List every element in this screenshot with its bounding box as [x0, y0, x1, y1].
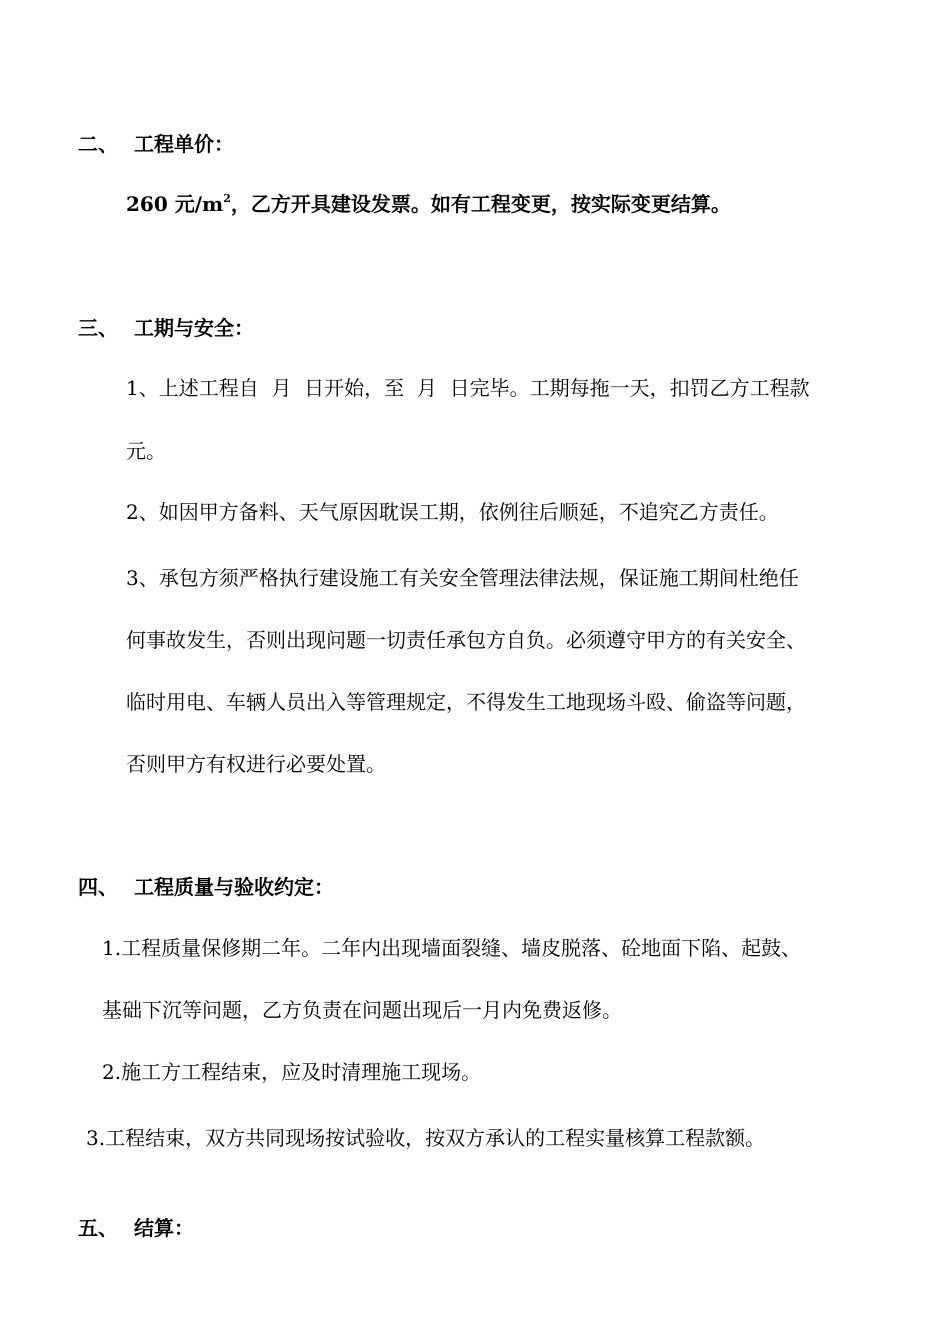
section-3-item-2: 2、如因甲方备料、天气原因耽误工期，依例往后顺延，不追究乙方责任。 — [126, 500, 779, 524]
section-4-heading — [78, 873, 334, 901]
section-5-title: 结算： — [134, 1216, 194, 1240]
section-4-title: 工程质量与验收约定： — [134, 875, 334, 899]
section-2-number: 二、 — [78, 132, 118, 156]
section-4-item-3: 3.工程结束，双方共同现场按试验收，按双方承认的工程实量核算工程款额。 — [86, 1126, 766, 1150]
section-5-number: 五、 — [78, 1216, 118, 1240]
price-superscript: 2 — [223, 192, 231, 205]
section-3-item-3-line-1: 3、承包方须严格执行建设施工有关安全管理法律法规，保证施工期间杜绝任 — [126, 566, 799, 590]
section-5-heading — [78, 1214, 194, 1242]
section-3-item-3-line-2: 何事故发生，否则出现问题一切责任承包方自负。必须遵守甲方的有关安全、 — [126, 628, 806, 652]
section-3-item-1-line-2: 元。 — [126, 439, 166, 463]
price-prefix: 260 元/m — [126, 192, 224, 216]
section-4-item-2: 2.施工方工程结束，应及时清理施工现场。 — [102, 1060, 482, 1084]
price-suffix: ，乙方开具建设发票。如有工程变更，按实际变更结算。 — [230, 192, 731, 216]
section-4-number: 四、 — [78, 875, 118, 899]
section-3-number: 三、 — [78, 316, 118, 340]
section-2-price-text — [126, 190, 731, 218]
section-2-heading — [78, 130, 234, 158]
section-3-heading — [78, 314, 254, 342]
section-3-item-1-line-1: 1、上述工程自 月 日开始，至 月 日完毕。工期每拖一天，扣罚乙方工程款 — [126, 376, 810, 400]
section-3-item-3-line-3: 临时用电、车辆人员出入等管理规定，不得发生工地现场斗殴、偷盗等问题， — [126, 690, 806, 714]
section-3-title: 工期与安全： — [134, 316, 254, 340]
section-3-item-3-line-4: 否则甲方有权进行必要处置。 — [126, 752, 386, 776]
section-4-item-1-line-1: 1.工程质量保修期二年。二年内出现墙面裂缝、墙皮脱落、砼地面下陷、起鼓、 — [102, 936, 802, 960]
section-4-item-1-line-2: 基础下沉等问题，乙方负责在问题出现后一月内免费返修。 — [102, 998, 622, 1022]
section-2-title: 工程单价： — [134, 132, 234, 156]
